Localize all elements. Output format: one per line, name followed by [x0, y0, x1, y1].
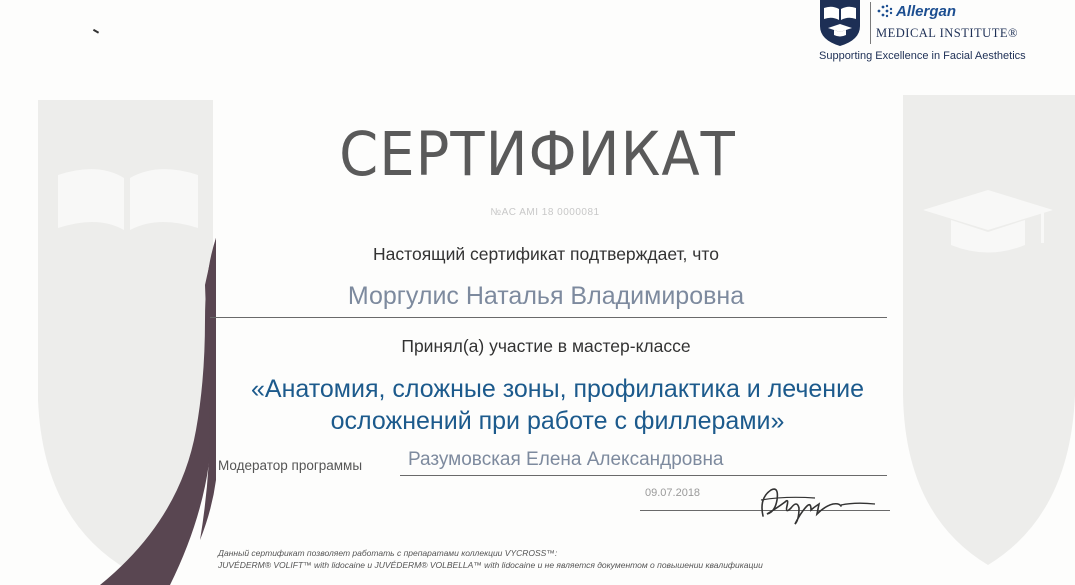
course-title — [0, 373, 1075, 437]
moderator-label: Модератор программы — [218, 458, 363, 473]
recipient-name: Моргулис Наталья Владимировна — [347, 282, 745, 310]
logo-tagline: Supporting Excellence in Facial Aesthetics — [819, 50, 1026, 62]
issue-date: 09.07.2018 — [645, 487, 701, 499]
moderator-underline — [400, 475, 887, 476]
confirms-text: Настоящий сертификат подтверждает, что — [373, 244, 719, 264]
recipient-underline — [210, 317, 887, 318]
moderator-name: Разумовская Елена Александровна — [408, 449, 724, 470]
footnote-line-2: JUVÉDERM® VOLIFT™ with lidocaine и JUVÉDERM® VOLBELLA™ with lidocaine и не является документом о повышении квалификации — [218, 560, 763, 570]
institute-shield-icon — [820, 0, 860, 46]
certificate-title: СЕРТИФИКАТ — [339, 120, 736, 191]
certificate-number: №AC AMI 18 0000081 — [490, 207, 600, 218]
footnote-line-1: Данный сертификат позволяет работать с препаратами коллекции VYCROSS™: — [218, 548, 558, 558]
participated-text: Принял(а) участие в мастер-классе — [401, 336, 691, 356]
allergan-logo — [818, 0, 1058, 66]
brand-name-text: Allergan — [896, 3, 957, 20]
handwritten-signature — [755, 478, 885, 528]
course-title-line-1: «Анатомия, сложные зоны, профилактика и лечение — [250, 375, 864, 403]
institute-name: MEDICAL INSTITUTE® — [876, 26, 1018, 40]
course-title-line-2: осложнений при работе с филлерами» — [330, 407, 785, 435]
scan-mark — [91, 29, 99, 37]
footnote — [218, 547, 763, 571]
allergan-dots-icon — [876, 4, 894, 18]
brand-name — [876, 3, 956, 20]
logo-divider — [870, 2, 871, 44]
